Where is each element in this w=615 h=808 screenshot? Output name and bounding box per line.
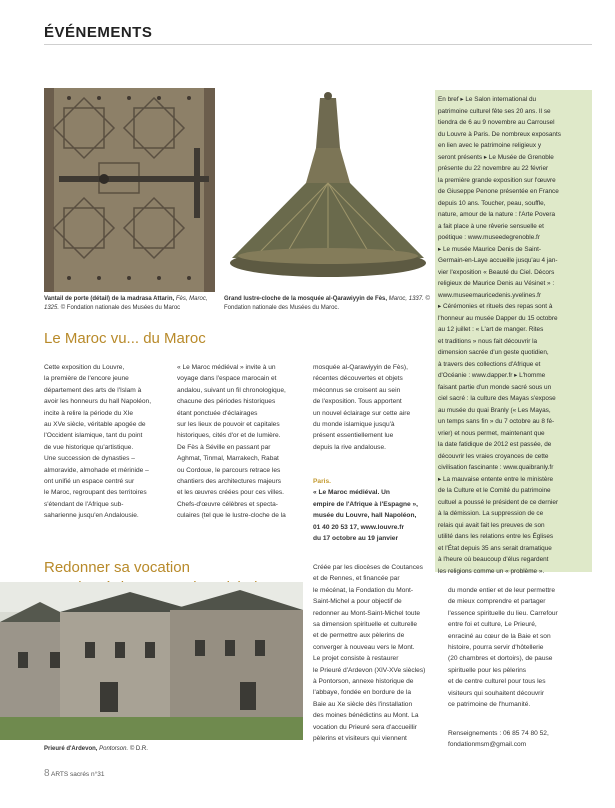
text-line: et les œuvres créées pour ces villes.	[177, 489, 285, 497]
sidebar-line: ▸ La mauvaise entente entre le ministère	[438, 475, 554, 483]
text-line: incite à relire la période du XIe	[44, 409, 134, 417]
contact-line: fondationmsm@gmail.com	[448, 741, 527, 749]
text-line: sa dimension spirituelle et culturelle	[313, 621, 418, 629]
text-line: Le projet consiste à restaurer	[313, 655, 399, 663]
text-line: le Prieuré d'Ardevon (XIV-XVe siècles)	[313, 666, 426, 674]
sidebar-line: Germain-en-Laye accueille jusqu'au 4 jan-	[438, 257, 558, 264]
text-line: converger à nouveau vers le Mont.	[313, 643, 415, 651]
sidebar-line: En bref ▸ Le Salon international du	[438, 96, 537, 103]
article2-col-mid	[313, 562, 435, 745]
sidebar-line: cultuel a poussé le président de ce dernier	[438, 498, 559, 506]
text-line: l'abbaye, fondée en bordure de la	[313, 689, 412, 697]
sidebar-line: présente du 22 novembre au 22 février	[438, 165, 549, 172]
text-line: entre foi et culture, Le Prieuré,	[448, 621, 537, 629]
page-footer	[44, 768, 104, 779]
sidebar-line: la date fatidique de 2012 est passée, de	[438, 441, 552, 448]
info-line: du 17 octobre au 19 janvier	[313, 535, 399, 543]
text-line: du monde entier et de leur permettre	[448, 587, 556, 594]
sidebar-line: et l'État depuis 35 ans serait dramatique	[438, 544, 552, 552]
text-line: un nouvel éclairage sur cette aire	[313, 409, 411, 417]
sidebar-line: depuis 10 ans. Toucher, peau, souffle,	[438, 199, 546, 207]
text-line: Une succession de dynasties –	[44, 455, 135, 463]
text-line: Saint-Michel a pour objectif de	[313, 598, 402, 606]
sidebar-line: relais qui avait fait les preuves de son	[438, 521, 545, 529]
sidebar-line: à travers des collections d'Afrique et	[438, 360, 541, 368]
text-line: étant ponctuée d'éclairages	[177, 409, 258, 417]
section-title: ÉVÉNEMENTS	[44, 24, 153, 41]
chandelier-caption: Grand lustre-cloche de la mosquée al-Qarawiyyin de Fès, Maroc, 1337. © Fondation nationale des Musées du Maroc.	[224, 296, 430, 311]
article2-contact	[448, 728, 588, 751]
sidebar-line: utilité dans les relations entre les Églises	[438, 533, 554, 540]
sidebar-line: poétique : www.museedegrenoble.fr	[438, 234, 540, 241]
article2-col-right	[448, 585, 588, 710]
sidebar-line: www.museemauricedenis.yvelines.fr	[438, 291, 541, 299]
text-line: Cette exposition du Louvre,	[44, 364, 125, 371]
text-line: enraciné au cœur de la Baie et son	[448, 632, 551, 640]
text-line: almoravide, almohade et mérinide –	[44, 466, 149, 474]
sidebar-line: et traditions » nous fait découvrir la	[438, 337, 538, 345]
sidebar-line: à l'heure où beaucoup d'élus regardent	[438, 556, 549, 563]
text-line: ou Cordoue, le parcours retrace les	[177, 466, 281, 474]
chandelier-photo	[224, 88, 432, 292]
text-line: vocation du Prieuré sera d'accueillir	[313, 723, 417, 731]
article1-info: Paris. « Le Maroc médiéval. Un empire de l'Afrique à l'Espagne », musée du Louvre, hall Napoléon, 01 40 20 53 17, www.louvre.fr du 17 octobre au 19 janvier	[313, 476, 435, 544]
article2-heading-line1: Redonner sa vocation	[44, 559, 190, 576]
sidebar-line: a fait place à une rêverie sensuelle et	[438, 222, 544, 230]
text-line: la première de l'encore jeune	[44, 375, 129, 383]
text-line: présent essentiellement lue	[313, 432, 394, 440]
priory-caption: Prieuré d'Ardevon, Pontorson. © D.R.	[44, 746, 148, 752]
text-line: au XVe siècle, véritable apogée de	[44, 421, 146, 429]
sidebar-line: ciel sacré : la culture des Mayas s'expose	[438, 395, 556, 402]
text-line: histoire, pourra servir d'hôtellerie	[448, 644, 544, 652]
text-line: sur les lieux de pouvoir et capitales	[177, 421, 280, 429]
sidebar-line: de la Culture et le Comité du patrimoine	[438, 487, 551, 494]
header-rule	[44, 44, 592, 45]
sidebar-line: l'honneur au musée Dapper du 15 octobre	[438, 314, 558, 322]
article1-col3	[313, 362, 429, 453]
info-line: « Le Maroc médiéval. Un	[313, 489, 390, 497]
text-line: chacune des périodes historiques	[177, 398, 276, 406]
sidebar-line: seront présents ▸ Le Musée de Grenoble	[438, 153, 554, 161]
text-line: depuis la rive andalouse.	[313, 443, 386, 451]
sidebar-line: vrier) et nous permet, maintenant que	[438, 429, 545, 437]
text-line: saharienne jusqu'en Andalousie.	[44, 512, 139, 520]
sidebar-text	[438, 94, 588, 577]
text-line: Créée par les diocèses de Coutances	[313, 564, 423, 571]
text-line: redonner au Mont-Saint-Michel toute	[313, 609, 421, 617]
text-line: de vue historique qu'artistique.	[44, 443, 134, 451]
text-line: pèlerins et visiteurs qui viennent	[313, 735, 407, 743]
text-line: l'Occident islamique, tant du point	[44, 432, 143, 440]
text-line: s'étendant de l'Afrique sub-	[44, 500, 124, 508]
contact-line: Renseignements : 06 85 74 80 52,	[448, 730, 549, 737]
text-line: visiteurs qui souhaitent découvrir	[448, 689, 545, 697]
sidebar-line: à la démission. La suppression de ce	[438, 510, 544, 517]
text-line: andalou, suivant un fil chronologique,	[177, 386, 286, 394]
page-number: 8	[44, 768, 50, 779]
text-line: Baie au Xe siècle dès l'installation	[313, 700, 413, 708]
sidebar-line: au 12 juillet : « L'art de manger. Rites	[438, 326, 544, 333]
text-line: le Maroc, regroupant des territoires	[44, 489, 147, 497]
text-line: culaires (tel que le lustre-cloche de la	[177, 512, 286, 520]
sidebar-line: au musée du quai Branly (« Les Mayas,	[438, 406, 551, 414]
door-caption: Vantail de porte (détail) de la madrasa Attarin, Fès, Maroc, 1325. © Fondation nationale des Musées du Maroc	[44, 296, 208, 311]
sidebar-line: la première grande exposition sur l'œuvre	[438, 176, 556, 184]
magazine-name: ARTS sacrés n°31	[51, 771, 105, 778]
text-line: l'essence spirituelle du lieu. Carrefour	[448, 609, 558, 617]
text-line: de l'exposition. Tous apportent	[313, 398, 402, 406]
sidebar-line: découvrir les vraies croyances de cette	[438, 452, 549, 460]
text-line: spirituelle pour les pèlerins	[448, 666, 527, 674]
sidebar-line: vier l'exposition « Beauté du Ciel. Décors	[438, 268, 555, 276]
text-line: du monde islamique jusqu'à	[313, 421, 395, 429]
text-line: Aghmat, Tinmal, Marrakech, Rabat	[177, 455, 279, 463]
info-line: 01 40 20 53 17, www.louvre.fr	[313, 523, 405, 531]
sidebar-line: nature, amour de la nature : l'Arte Povera	[438, 211, 556, 218]
sidebar-line: un temps sans fin » du 7 octobre au 8 fé-	[438, 418, 555, 425]
text-line: des moines bénédictins au Mont. La	[313, 712, 419, 720]
door-photo	[44, 88, 215, 292]
sidebar-line: dimension sacrée d'un geste quotidien,	[438, 349, 549, 356]
sidebar-line: en lien avec le patrimoine religieux y	[438, 142, 542, 149]
priory-photo	[0, 582, 303, 740]
text-line: historiques, cités d'or et de lumière.	[177, 432, 281, 440]
text-line: Chefs-d'œuvre célèbres et specta-	[177, 500, 278, 508]
text-line: méconnus se croisent au sein	[313, 386, 401, 394]
text-line: département des arts de l'Islam à	[44, 386, 142, 394]
text-line: voyage dans l'espace marocain et	[177, 375, 277, 383]
sidebar-line: ▸ Cérémonies et rituels des repas sont à	[438, 303, 553, 310]
sidebar-line: tiendra de 6 au 9 novembre au Carrousel	[438, 119, 555, 126]
text-line: mosquée al-Qarawiyyin de Fès),	[313, 364, 408, 371]
info-line: empire de l'Afrique à l'Espagne »,	[313, 500, 419, 508]
text-line: ce patrimoine de l'humanité.	[448, 701, 531, 709]
text-line: à Pontorson, annexe historique de	[313, 678, 414, 686]
text-line: et de Rennes, et financée par	[313, 575, 400, 583]
sidebar-line: faisant partie d'un monde sacré sous un	[438, 383, 552, 391]
info-line: musée du Louvre, hall Napoléon,	[313, 512, 417, 520]
sidebar-line: du Louvre à Paris. De nombreux exposants	[438, 130, 561, 138]
article1-col2	[177, 362, 293, 522]
sidebar-line: d'Océanie : www.dapper.fr ▸ L'homme	[438, 372, 546, 379]
sidebar-line: les religions comme un « problème ».	[438, 567, 545, 575]
article1-heading: Le Maroc vu... du Maroc	[44, 330, 206, 347]
text-line: ont unifié un espace centré sur	[44, 478, 135, 486]
sidebar-line: patrimoine culturel fête ses 20 ans. Il se	[438, 107, 551, 115]
sidebar-line: de Giuseppe Penone présentée en France	[438, 188, 559, 195]
text-line: récentes découvertes et objets	[313, 375, 403, 383]
sidebar-line: religieux de Maurice Denis au Vésinet » :	[438, 280, 555, 287]
text-line: chantiers des architectures majeurs	[177, 478, 282, 486]
text-line: De Fès à Séville en passant par	[177, 443, 271, 451]
text-line: avoir les honneurs du hall Napoléon,	[44, 398, 152, 406]
text-line: et de permettre aux pèlerins de	[313, 632, 405, 640]
sidebar-line: civilisation fascinante : www.quaibranly.fr	[438, 464, 554, 471]
text-line: et de centre culturel pour tous les	[448, 678, 546, 686]
article1-col1	[44, 362, 160, 522]
text-line: le mécénat, la Fondation du Mont-	[313, 586, 414, 594]
text-line: de mieux comprendre et partager	[448, 598, 546, 606]
text-line: « Le Maroc médiéval » invite à un	[177, 364, 276, 371]
sidebar-line: ▸ Le musée Maurice Denis de Saint-	[438, 245, 542, 253]
text-line: (20 chambres et dortoirs), de pause	[448, 655, 553, 663]
